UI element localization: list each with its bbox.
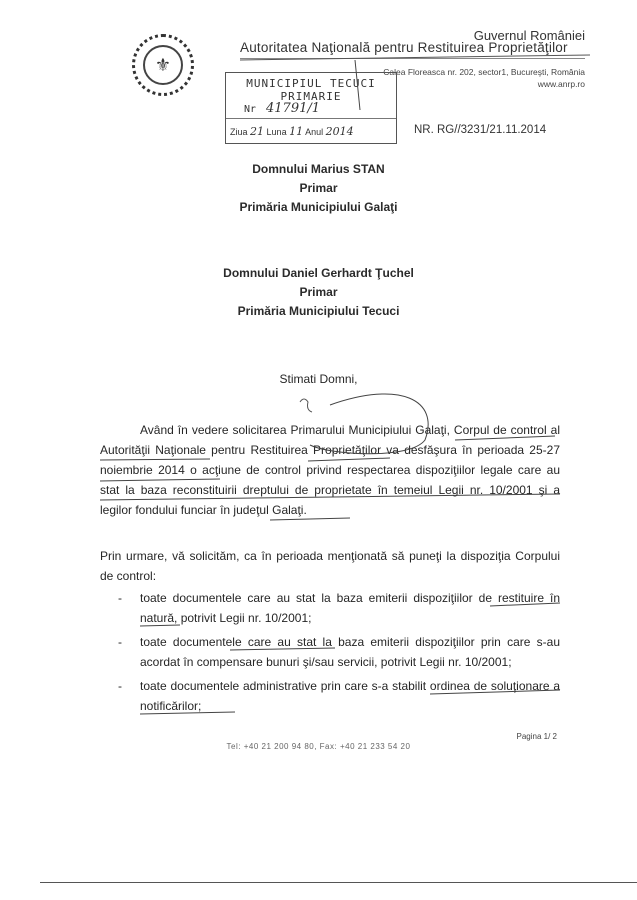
stamp-divider <box>226 118 396 119</box>
government-name: Guvernul României <box>473 28 585 43</box>
recipient-block-2 <box>0 264 637 321</box>
stamp-nr-label: Nr <box>244 104 257 115</box>
paragraph-2: Prin urmare, vă solicităm, ca în perioada menţionată să puneţi la dispoziţia Corpului de control: <box>100 549 560 583</box>
stamp-municipality: MUNICIPIUL TECUCI <box>246 77 376 90</box>
list-item: - toate documentele care au stat la baza emiterii dispoziţiilor prin care s-au acordat în compensare bunuri şi/sau servicii, potrivit Legii nr. 10/2001; <box>118 635 560 669</box>
header-divider <box>240 58 585 59</box>
list-item: - toate documentele administrative prin care s-a stabilit ordinea de soluţionare a notificărilor; <box>118 679 560 713</box>
recipient-2-institution: Primăria Municipiului Tecuci <box>237 304 400 318</box>
recipient-1-name: Domnului Marius STAN <box>252 162 385 176</box>
stamp-office: PRIMARIE <box>280 90 342 103</box>
website: www.anrp.ro <box>537 79 585 89</box>
anrp-seal-logo <box>132 34 194 96</box>
footer-contact: Tel: +40 21 200 94 80, Fax: +40 21 233 54 20 <box>226 742 411 751</box>
recipient-2-name: Domnului Daniel Gerhardt Ţuchel <box>223 266 414 280</box>
greeting: Stimati Domni, <box>279 372 358 386</box>
recipient-2-role: Primar <box>299 285 338 299</box>
recipient-1-role: Primar <box>299 181 338 195</box>
paragraph-1: Având în vedere solicitarea Primarului Municipiului Galaţi, Corpul de control al Autorităţii Naţionale pentru Restituirea Proprietăţilor va desfăşura în perioada 25-27 noiembrie 2014 o acţiune de control privind respectarea dispoziţiilor legale care au stat la baza reconstituirii dreptului de proprietate în temeiul Legii nr. 10/2001 şi a legilor fondului funciar în judeţul Galaţi. <box>100 423 560 517</box>
list-item: - toate documentele care au stat la baza emiterii dispoziţiilor de restituire în natură, potrivit Legii nr. 10/2001; <box>118 591 560 625</box>
stamp-month-label: Luna <box>266 127 287 137</box>
stamp-month-value: 11 <box>289 125 304 138</box>
registration-stamp <box>225 72 397 144</box>
stamp-day-label: Ziua <box>230 127 248 137</box>
stamp-day-value: 21 <box>250 125 265 138</box>
list-item-text: toate documentele administrative prin care s-a stabilit ordinea de soluţionare a notificărilor; <box>140 679 560 713</box>
document-list <box>100 588 560 720</box>
reference-number: NR. RG//3231/21.11.2014 <box>414 124 547 136</box>
stamp-year-label: Anul <box>305 127 324 137</box>
recipient-1-institution: Primăria Municipiului Galaţi <box>239 200 398 214</box>
list-item-text: toate documentele care au stat la baza emiterii dispoziţiilor prin care s-au acordat în compensare bunuri şi/sau servicii, potrivit Legii nr. 10/2001; <box>140 635 560 669</box>
stamp-date <box>230 125 354 138</box>
stamp-year-value: 2014 <box>325 125 354 138</box>
header-address <box>383 66 585 90</box>
recipient-block-1 <box>0 160 637 217</box>
scan-edge-line <box>40 882 637 883</box>
coat-of-arms-icon: ⚜ <box>143 45 183 85</box>
address-line: Calea Floreasca nr. 202, sector1, Bucureşti, România <box>383 67 585 77</box>
page-number: Pagina 1/ 2 <box>516 732 557 741</box>
list-item-text: toate documentele care au stat la baza emiterii dispoziţiilor de restituire în natură, potrivit Legii nr. 10/2001; <box>140 591 560 625</box>
authority-name: Autoritatea Naţională pentru Restituirea Proprietăţilor <box>240 40 568 55</box>
stamp-nr-value: 41791/1 <box>266 101 321 116</box>
